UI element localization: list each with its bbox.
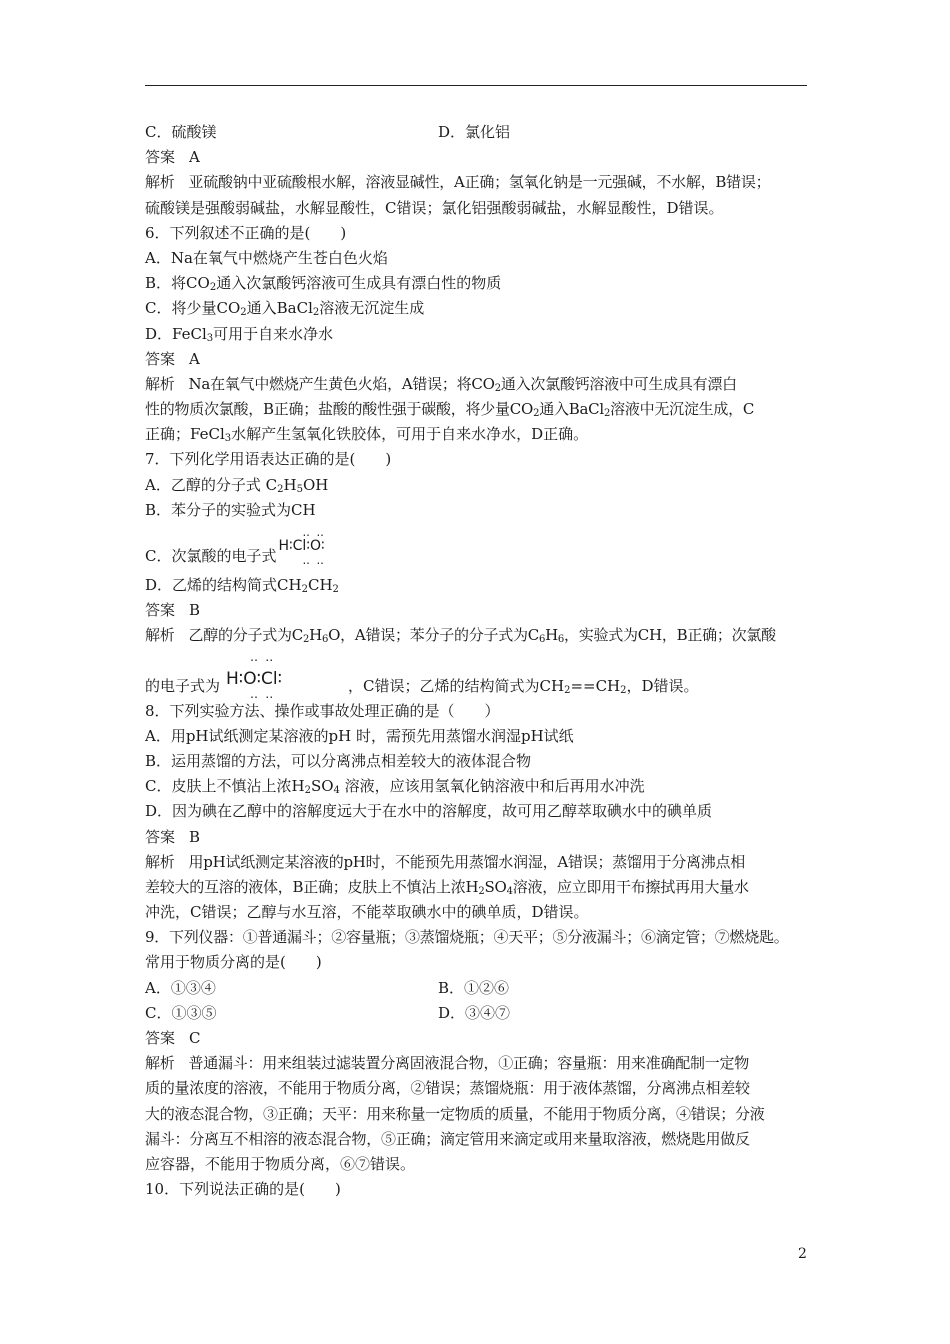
q6-analysis-line: 性的物质次氯酸，B正确；盐酸的酸性强于碳酸，将少量$CO_2$通入BaCl$_2$溶液中无沉淀生成，C	[145, 400, 755, 420]
q9-option-b: B．①②⑥	[438, 978, 510, 997]
page-content	[145, 120, 815, 1202]
analysis-label: 解析	[145, 1054, 175, 1073]
answer-value: C	[189, 1029, 201, 1047]
q9-analysis-line: 大的液态混合物，③正确；天平：用来称量一定物质的质量，不能用于物质分离，④错误；分液	[145, 1104, 765, 1123]
q8-answer	[145, 825, 815, 850]
q5-analysis-line: 硫酸镁是强酸弱碱盐，水解显酸性，C错误；氯化铝强酸弱碱盐，水解显酸性，D错误。	[145, 198, 724, 217]
answer-value: B	[189, 827, 201, 846]
q7-analysis-line: 的电子式为 ‥ ‥ H∶O∶Cl∶ ‥ ‥ ，C错误；乙烯的结构简式为$CH_2==CH_2$，D错误。	[145, 649, 699, 701]
q7-stem: 7．下列化学用语表达正确的是( )	[145, 450, 392, 469]
hclo-electron-formula-wrong: ‥ ‥ H∶Cl∶O∶ ‥ ‥	[278, 526, 325, 567]
q10-stem: 10．下列说法正确的是( )	[145, 1180, 341, 1199]
page-number: 2	[798, 1246, 807, 1262]
q8-analysis-line: 解析 用pH试纸测定某溶液的pH时，不能预先用蒸馏水润湿，A错误；蒸馏用于分离沸点相	[145, 850, 815, 875]
header-rule	[145, 85, 807, 86]
q6-analysis-line: 正确；FeCl$_3$水解产生氢氧化铁胶体，可用于自来水净水，D正确。	[145, 425, 589, 445]
q5-option-c: C．硫酸镁	[145, 123, 217, 141]
q8-option-b: B．运用蒸馏的方法，可以分离沸点相差较大的液体混合物	[145, 751, 532, 770]
q5-option-d: D．氯化铝	[438, 123, 511, 141]
answer-value: A	[189, 349, 200, 368]
q8-option-a: A．用pH试纸测定某溶液的pH 时，需预先用蒸馏水润湿pH试纸	[145, 726, 574, 745]
answer-value: A	[189, 148, 200, 167]
analysis-label: 解析	[145, 852, 175, 871]
q8-option-d: D．因为碘在乙醇中的溶解度远大于在水中的溶解度，故可用乙醇萃取碘水中的碘单质	[145, 802, 713, 821]
q9-option-d: D．③④⑦	[438, 1003, 511, 1022]
q6-answer	[145, 347, 815, 372]
q8-analysis-line: 冲洗，C错误；乙醇与水互溶，不能萃取碘水中的碘单质，D错误。	[145, 903, 589, 922]
answer-value: B	[189, 601, 201, 620]
answer-label: 答案	[145, 148, 176, 167]
analysis-label: 解析	[145, 374, 175, 393]
analysis-label: 解析	[145, 173, 175, 192]
q6-option-a: A．Na在氧气中燃烧产生苍白色火焰	[145, 248, 388, 267]
q9-options-cd	[145, 1001, 815, 1026]
q6-analysis-line: 解析 Na在氧气中燃烧产生黄色火焰，A错误；将$CO_2$通入次氯酸钙溶液中可生成具有漂白	[145, 372, 815, 397]
q5-options-cd	[145, 120, 815, 145]
answer-label: 答案	[145, 349, 176, 368]
q9-analysis-line: 质的量浓度的溶液，不能用于物质分离，②错误；蒸馏烧瓶：用于液体蒸馏，分离沸点相差较	[145, 1079, 750, 1098]
q9-analysis-line: 应容器，不能用于物质分离，⑥⑦错误。	[145, 1154, 416, 1173]
q8-option-c: C．皮肤上不慎沾上浓$H_2SO_4$ 溶液，应该用氢氧化钠溶液中和后再用水冲洗	[145, 777, 645, 797]
q7-option-b: B．苯分子的实验式为CH	[145, 500, 316, 519]
q9-analysis-line: 漏斗：分离互不相溶的液态混合物，⑤正确；滴定管用来滴定或用来量取溶液，燃烧匙用做反	[145, 1129, 750, 1148]
q6-stem: 6．下列叙述不正确的是( )	[145, 223, 347, 242]
q9-stem-cont: 常用于物质分离的是( )	[145, 953, 322, 972]
q7-option-a: A．乙醇的分子式 $C_2H_5OH$	[145, 475, 329, 495]
q8-analysis-line: 差较大的互溶的液体，B正确；皮肤上不慎沾上浓$H_2SO_4$溶液，应立即用干布擦拭再用大量水	[145, 877, 749, 897]
q7-option-d: D．乙烯的结构简式$CH_2CH_2$	[145, 576, 339, 595]
q9-answer	[145, 1026, 815, 1051]
q9-analysis-line: 解析 普通漏斗：用来组装过滤装置分离固液混合物，①正确；容量瓶：用来准确配制一定物	[145, 1051, 815, 1076]
q5-analysis-line: 解析 亚硫酸钠中亚硫酸根水解，溶液显碱性，A正确；氢氧化钠是一元强碱，不水解，B错误；	[145, 170, 815, 195]
q5-answer	[145, 145, 815, 170]
answer-label: 答案	[145, 601, 176, 620]
answer-label: 答案	[145, 1029, 176, 1047]
q6-option-c: C．将少量$CO_2$通入BaCl$_2$溶液无沉淀生成	[145, 299, 425, 319]
q9-option-c: C．①③⑤	[145, 1003, 217, 1022]
q7-analysis-line: 解析 乙醇的分子式为$C_2H_6O$，A错误；苯分子的分子式为$C_6H_6$，实验式为CH，B正确；次氯酸	[145, 623, 815, 648]
q9-option-a: A．①③④	[145, 978, 216, 997]
answer-label: 答案	[145, 827, 176, 846]
analysis-label: 解析	[145, 626, 175, 645]
q7-answer	[145, 598, 815, 623]
q6-option-d: D．FeCl$_3$可用于自来水净水	[145, 324, 334, 344]
hclo-electron-formula-correct: ‥ ‥ H∶O∶Cl∶ ‥ ‥	[226, 649, 283, 701]
q9-options-ab	[145, 976, 815, 1001]
q6-option-b: B．将$CO_2$通入次氯酸钙溶液可生成具有漂白性的物质	[145, 274, 502, 294]
q8-stem: 8．下列实验方法、操作或事故处理正确的是（ ）	[145, 701, 500, 720]
q7-option-c: C．次氯酸的电子式 ‥ ‥ H∶Cl∶O∶ ‥ ‥	[145, 523, 815, 573]
q9-stem: 9．下列仪器：①普通漏斗；②容量瓶；③蒸馏烧瓶；④天平；⑤分液漏斗；⑥滴定管；⑦燃烧匙。	[145, 928, 789, 947]
